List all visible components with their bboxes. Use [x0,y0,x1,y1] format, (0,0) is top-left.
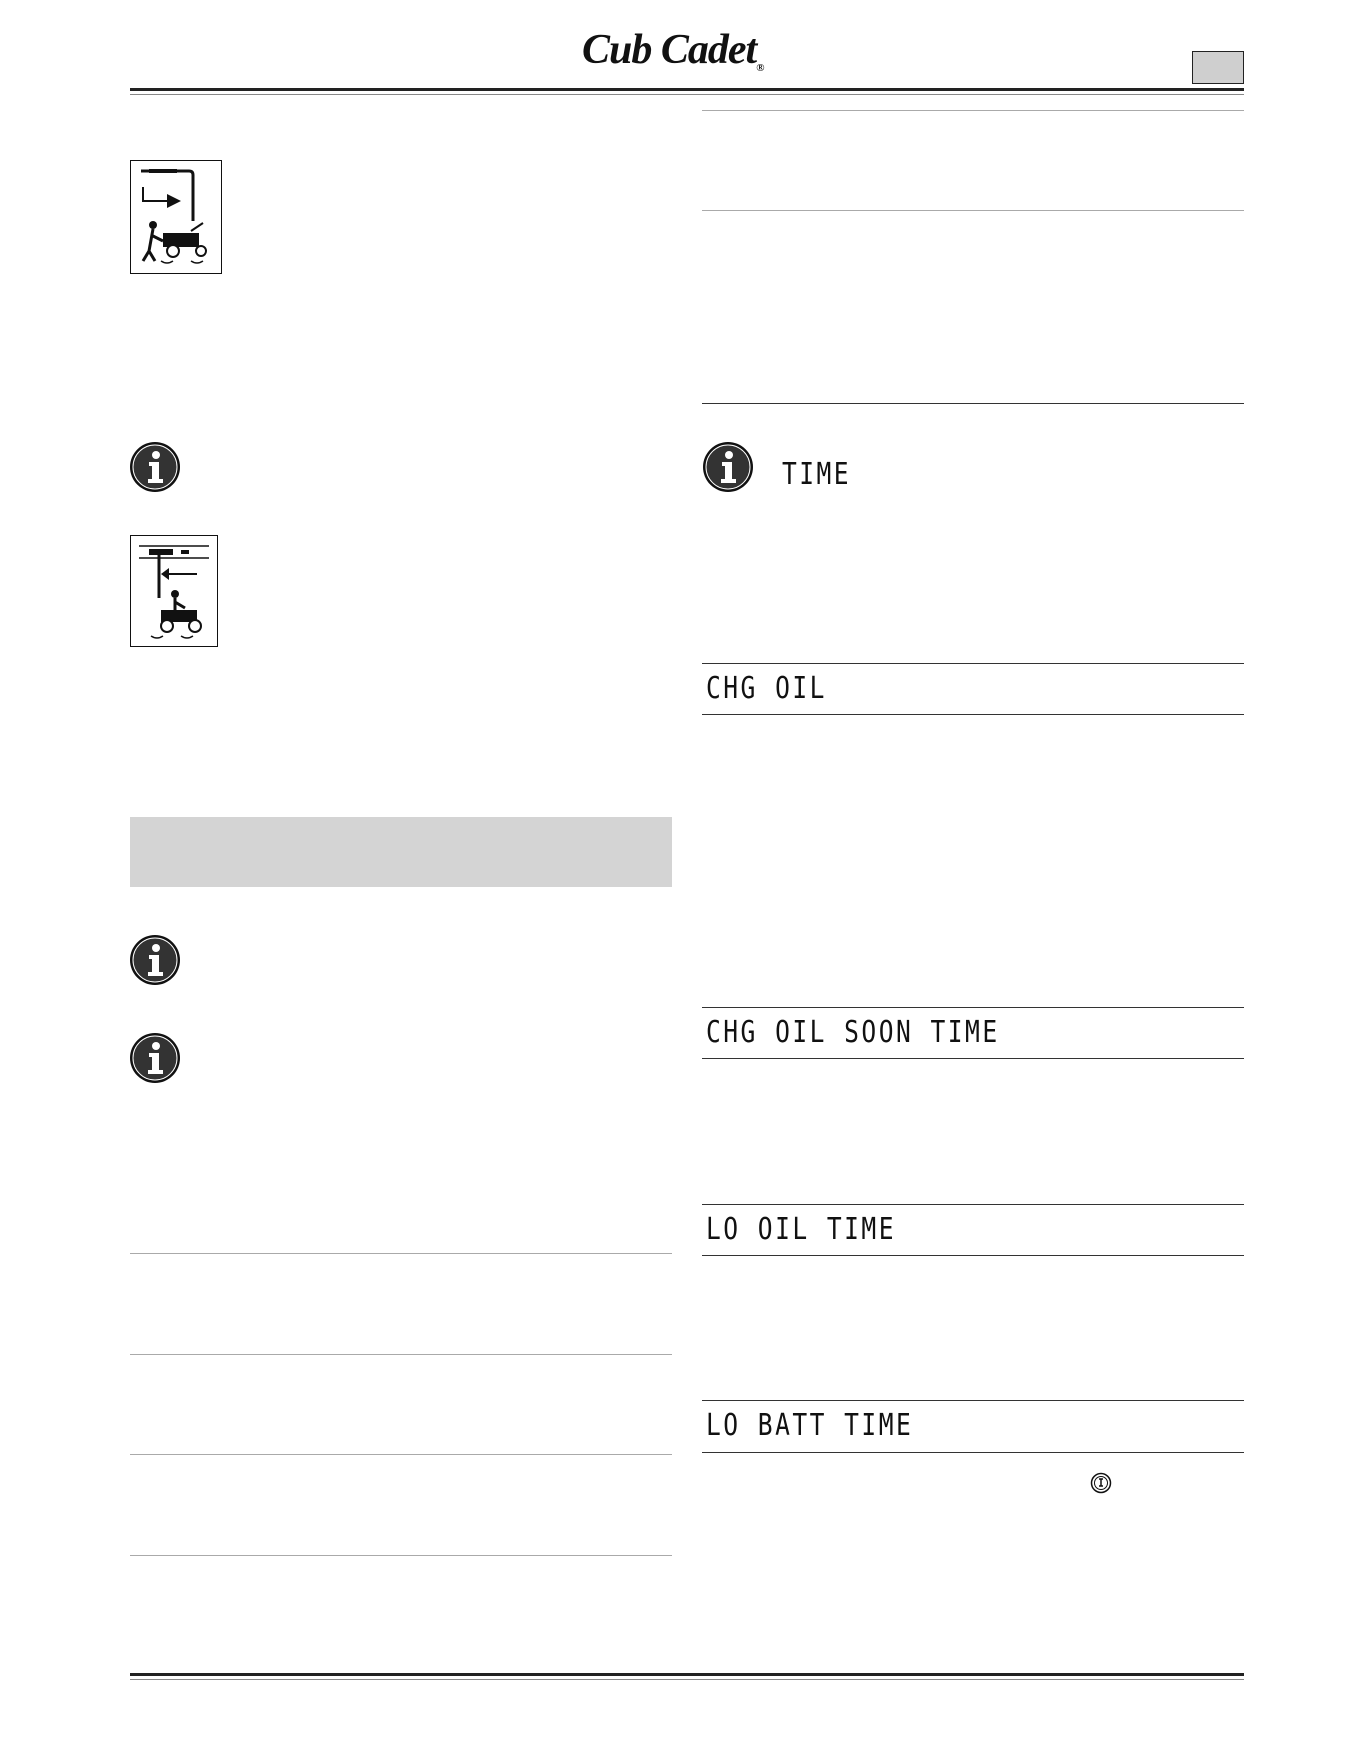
divider [702,210,1244,211]
lcd-lo-oil-time-label: LO OIL TIME [706,1212,896,1247]
lcd-time-label: TIME [782,457,852,492]
info-icon [129,1032,181,1084]
info-icon [129,934,181,986]
divider [702,1204,1244,1205]
language-tab [1192,51,1244,84]
brand-logo: Cub Cadet® [582,27,764,74]
header-rule [130,88,1244,91]
divider [702,110,1244,111]
divider [702,1452,1244,1453]
divider [130,1354,672,1355]
divider [702,1058,1244,1059]
push-mower-lever-icon [130,160,222,274]
lcd-lo-batt-time-label: LO BATT TIME [706,1408,914,1443]
lcd-chg-oil-label: CHG OIL [706,671,827,706]
divider [130,1454,672,1455]
divider [702,1007,1244,1008]
hour-meter-icon [1090,1472,1112,1494]
divider [130,1253,672,1254]
trademark: ® [756,62,764,74]
section-heading-band [130,817,672,887]
footer-rule [130,1673,1244,1676]
divider [702,714,1244,715]
lcd-chg-oil-soon-time-label: CHG OIL SOON TIME [706,1015,1000,1050]
info-icon [129,441,181,493]
divider [702,1400,1244,1401]
divider [702,403,1244,404]
divider [130,1555,672,1556]
divider [702,663,1244,664]
divider [702,1255,1244,1256]
ride-mower-lever-icon [130,535,218,647]
info-icon [702,441,754,493]
